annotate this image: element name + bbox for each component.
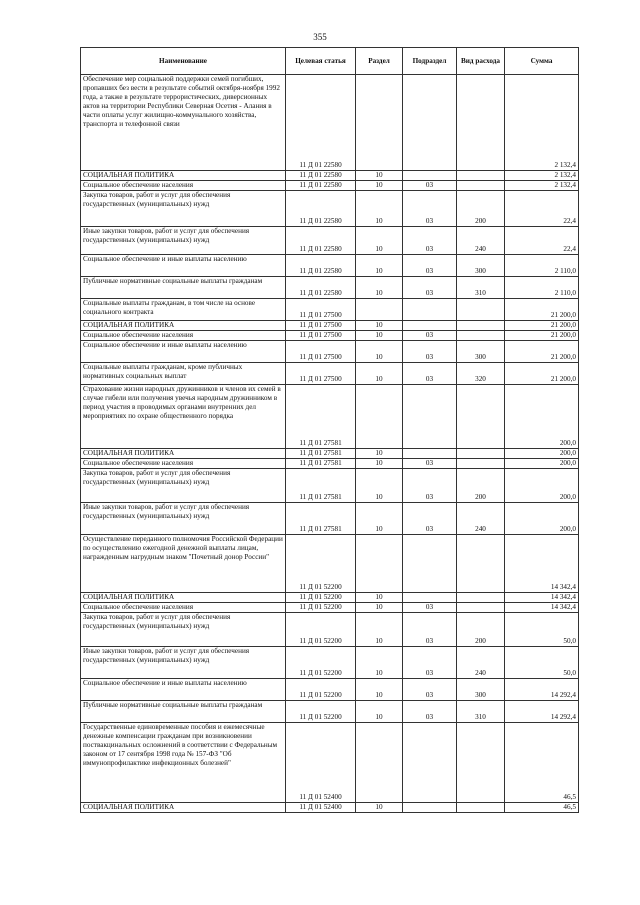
row-subsection-cell: 03: [403, 701, 457, 723]
row-kind-cell: [457, 75, 505, 171]
row-sum-cell: 14 292,4: [505, 701, 579, 723]
header-name: Наименование: [81, 48, 286, 75]
row-code-cell: 11 Д 01 52200: [286, 593, 356, 603]
row-code-cell: 11 Д 01 52200: [286, 647, 356, 679]
row-section-cell: 10: [356, 593, 403, 603]
row-subsection-cell: [403, 449, 457, 459]
row-sum-cell: 14 342,4: [505, 593, 579, 603]
row-sum-cell: 50,0: [505, 647, 579, 679]
row-sum-cell: 22,4: [505, 227, 579, 255]
row-section-cell: 10: [356, 331, 403, 341]
table-row: [81, 647, 579, 679]
row-subsection-cell: 03: [403, 255, 457, 277]
row-name-cell: Обеспечение мер социальной поддержки семей погибших, пропавших без вести в результате событий октября-ноября 1992 года, а также в результате террористических, диверсионных актов на территории Республики Северная Осетия - Алания в части оплаты услуг жилищно-коммунального хозяйства, транспорта и телефонной связи: [81, 75, 286, 171]
row-name-cell: Иные закупки товаров, работ и услуг для обеспечения государственных (муниципальных) нужд: [81, 503, 286, 535]
row-kind-cell: 310: [457, 701, 505, 723]
row-name-cell: Социальное обеспечение и иные выплаты населению: [81, 341, 286, 363]
row-kind-cell: [457, 535, 505, 593]
row-section-cell: 10: [356, 277, 403, 299]
table-row: [81, 613, 579, 647]
row-code-cell: 11 Д 01 52400: [286, 803, 356, 813]
row-code-cell: 11 Д 01 22580: [286, 171, 356, 181]
table-row: [81, 723, 579, 803]
row-subsection-cell: [403, 723, 457, 803]
row-kind-cell: 200: [457, 191, 505, 227]
row-code-cell: 11 Д 01 27500: [286, 299, 356, 321]
row-section-cell: 10: [356, 255, 403, 277]
row-name-cell: СОЦИАЛЬНАЯ ПОЛИТИКА: [81, 321, 286, 331]
row-subsection-cell: 03: [403, 227, 457, 255]
row-name-cell: СОЦИАЛЬНАЯ ПОЛИТИКА: [81, 803, 286, 813]
row-sum-cell: 200,0: [505, 503, 579, 535]
row-code-cell: 11 Д 01 22580: [286, 191, 356, 227]
table-row: [81, 679, 579, 701]
row-sum-cell: 21 200,0: [505, 321, 579, 331]
row-kind-cell: [457, 593, 505, 603]
row-subsection-cell: 03: [403, 459, 457, 469]
row-kind-cell: 200: [457, 613, 505, 647]
row-code-cell: 11 Д 01 27581: [286, 449, 356, 459]
header-subsection: Подраздел: [403, 48, 457, 75]
row-subsection-cell: 03: [403, 679, 457, 701]
table-row: [81, 299, 579, 321]
row-subsection-cell: 03: [403, 181, 457, 191]
table-row: [81, 459, 579, 469]
table-row: [81, 363, 579, 385]
row-section-cell: 10: [356, 171, 403, 181]
row-subsection-cell: 03: [403, 647, 457, 679]
row-code-cell: 11 Д 01 52400: [286, 723, 356, 803]
row-name-cell: Социальные выплаты гражданам, кроме публичных нормативных социальных выплат: [81, 363, 286, 385]
table-row: [81, 181, 579, 191]
row-name-cell: Иные закупки товаров, работ и услуг для обеспечения государственных (муниципальных) нужд: [81, 647, 286, 679]
row-sum-cell: 2 132,4: [505, 181, 579, 191]
header-kind: Вид расхода: [457, 48, 505, 75]
row-sum-cell: 200,0: [505, 459, 579, 469]
row-section-cell: 10: [356, 449, 403, 459]
table-row: [81, 803, 579, 813]
table-row: [81, 75, 579, 171]
row-code-cell: 11 Д 01 27581: [286, 385, 356, 449]
row-sum-cell: 21 200,0: [505, 299, 579, 321]
row-sum-cell: 46,5: [505, 723, 579, 803]
row-subsection-cell: 03: [403, 503, 457, 535]
row-name-cell: Страхование жизни народных дружинников и членов их семей в случае гибели или получения увечья народным дружинником в период участия в проводимых органами внутренних дел мероприятиях по охране общественного порядка: [81, 385, 286, 449]
row-code-cell: 11 Д 01 27581: [286, 503, 356, 535]
row-code-cell: 11 Д 01 27500: [286, 321, 356, 331]
table-row: [81, 191, 579, 227]
row-name-cell: Осуществление переданного полномочия Российской Федерации по осуществлению ежегодной денежной выплаты лицам, награжденным нагрудным знаком "Почетный донор России": [81, 535, 286, 593]
row-section-cell: 10: [356, 701, 403, 723]
row-name-cell: СОЦИАЛЬНАЯ ПОЛИТИКА: [81, 593, 286, 603]
row-kind-cell: 320: [457, 363, 505, 385]
row-name-cell: Иные закупки товаров, работ и услуг для обеспечения государственных (муниципальных) нужд: [81, 227, 286, 255]
row-kind-cell: [457, 803, 505, 813]
row-code-cell: 11 Д 01 22580: [286, 227, 356, 255]
table-row: [81, 341, 579, 363]
row-kind-cell: 240: [457, 227, 505, 255]
row-section-cell: 10: [356, 803, 403, 813]
row-kind-cell: [457, 449, 505, 459]
row-section-cell: 10: [356, 603, 403, 613]
row-sum-cell: 2 110,0: [505, 277, 579, 299]
table-body: [81, 75, 579, 813]
header-sum: Сумма: [505, 48, 579, 75]
row-section-cell: [356, 75, 403, 171]
table-row: [81, 701, 579, 723]
row-name-cell: Социальное обеспечение и иные выплаты населению: [81, 255, 286, 277]
row-kind-cell: [457, 603, 505, 613]
row-kind-cell: 200: [457, 469, 505, 503]
row-subsection-cell: [403, 593, 457, 603]
row-sum-cell: 2 110,0: [505, 255, 579, 277]
row-code-cell: 11 Д 01 22580: [286, 277, 356, 299]
row-section-cell: 10: [356, 469, 403, 503]
row-sum-cell: 21 200,0: [505, 331, 579, 341]
row-sum-cell: 21 200,0: [505, 341, 579, 363]
page-number: 355: [313, 32, 327, 42]
row-code-cell: 11 Д 01 52200: [286, 679, 356, 701]
row-name-cell: Социальное обеспечение населения: [81, 331, 286, 341]
row-section-cell: [356, 723, 403, 803]
header-code: Целевая статья: [286, 48, 356, 75]
table-row: [81, 227, 579, 255]
row-name-cell: Публичные нормативные социальные выплаты гражданам: [81, 277, 286, 299]
row-subsection-cell: 03: [403, 191, 457, 227]
row-code-cell: 11 Д 01 27581: [286, 469, 356, 503]
row-code-cell: 11 Д 01 22580: [286, 255, 356, 277]
table-row: [81, 469, 579, 503]
table-row: [81, 535, 579, 593]
row-section-cell: 10: [356, 459, 403, 469]
row-name-cell: Социальные выплаты гражданам, в том числе на основе социального контракта: [81, 299, 286, 321]
row-section-cell: 10: [356, 679, 403, 701]
row-section-cell: 10: [356, 181, 403, 191]
row-subsection-cell: [403, 75, 457, 171]
row-kind-cell: 240: [457, 647, 505, 679]
row-name-cell: Публичные нормативные социальные выплаты гражданам: [81, 701, 286, 723]
table-row: [81, 255, 579, 277]
row-section-cell: 10: [356, 647, 403, 679]
table-row: [81, 503, 579, 535]
table-row: [81, 449, 579, 459]
row-name-cell: Закупка товаров, работ и услуг для обеспечения государственных (муниципальных) нужд: [81, 469, 286, 503]
row-section-cell: 10: [356, 363, 403, 385]
row-section-cell: [356, 535, 403, 593]
row-subsection-cell: 03: [403, 469, 457, 503]
row-subsection-cell: 03: [403, 363, 457, 385]
row-section-cell: 10: [356, 613, 403, 647]
row-subsection-cell: 03: [403, 331, 457, 341]
row-kind-cell: 310: [457, 277, 505, 299]
row-sum-cell: 21 200,0: [505, 363, 579, 385]
row-section-cell: 10: [356, 341, 403, 363]
row-subsection-cell: [403, 385, 457, 449]
row-subsection-cell: 03: [403, 341, 457, 363]
row-section-cell: 10: [356, 227, 403, 255]
row-code-cell: 11 Д 01 27500: [286, 331, 356, 341]
row-kind-cell: [457, 181, 505, 191]
table-row: [81, 385, 579, 449]
row-sum-cell: 14 292,4: [505, 679, 579, 701]
row-kind-cell: [457, 723, 505, 803]
row-subsection-cell: [403, 321, 457, 331]
row-kind-cell: 300: [457, 679, 505, 701]
row-subsection-cell: 03: [403, 277, 457, 299]
row-name-cell: Социальное обеспечение населения: [81, 181, 286, 191]
row-code-cell: 11 Д 01 52200: [286, 603, 356, 613]
row-sum-cell: 14 342,4: [505, 603, 579, 613]
row-code-cell: 11 Д 01 27500: [286, 363, 356, 385]
row-code-cell: 11 Д 01 52200: [286, 535, 356, 593]
row-code-cell: 11 Д 01 22580: [286, 75, 356, 171]
row-kind-cell: [457, 299, 505, 321]
row-name-cell: Государственные единовременные пособия и ежемесячные денежные компенсации гражданам при возникновении поствакцинальных осложнений в соответствии с Федеральным законом от 17 сентября 1998 года № 157-ФЗ "Об иммунопрофилактике инфекционных болезней": [81, 723, 286, 803]
row-subsection-cell: [403, 803, 457, 813]
row-code-cell: 11 Д 01 52200: [286, 701, 356, 723]
row-subsection-cell: 03: [403, 603, 457, 613]
row-kind-cell: [457, 459, 505, 469]
table-header: [81, 48, 579, 75]
row-code-cell: 11 Д 01 52200: [286, 613, 356, 647]
row-name-cell: Закупка товаров, работ и услуг для обеспечения государственных (муниципальных) нужд: [81, 613, 286, 647]
row-section-cell: 10: [356, 503, 403, 535]
row-sum-cell: 14 342,4: [505, 535, 579, 593]
row-section-cell: [356, 385, 403, 449]
row-sum-cell: 2 132,4: [505, 75, 579, 171]
row-subsection-cell: 03: [403, 613, 457, 647]
row-subsection-cell: [403, 171, 457, 181]
table-row: [81, 277, 579, 299]
table-row: [81, 321, 579, 331]
row-kind-cell: 300: [457, 255, 505, 277]
row-subsection-cell: [403, 299, 457, 321]
table-row: [81, 603, 579, 613]
row-kind-cell: [457, 321, 505, 331]
header-section: Раздел: [356, 48, 403, 75]
row-name-cell: Закупка товаров, работ и услуг для обеспечения государственных (муниципальных) нужд: [81, 191, 286, 227]
row-name-cell: Социальное обеспечение населения: [81, 603, 286, 613]
row-name-cell: Социальное обеспечение населения: [81, 459, 286, 469]
row-sum-cell: 2 132,4: [505, 171, 579, 181]
row-sum-cell: 22,4: [505, 191, 579, 227]
table-row: [81, 171, 579, 181]
budget-table: [80, 47, 579, 813]
row-kind-cell: 300: [457, 341, 505, 363]
row-sum-cell: 50,0: [505, 613, 579, 647]
row-sum-cell: 46,5: [505, 803, 579, 813]
row-name-cell: Социальное обеспечение и иные выплаты населению: [81, 679, 286, 701]
row-code-cell: 11 Д 01 27581: [286, 459, 356, 469]
row-name-cell: СОЦИАЛЬНАЯ ПОЛИТИКА: [81, 449, 286, 459]
row-code-cell: 11 Д 01 27500: [286, 341, 356, 363]
row-subsection-cell: [403, 535, 457, 593]
row-kind-cell: [457, 385, 505, 449]
table-row: [81, 593, 579, 603]
row-section-cell: 10: [356, 191, 403, 227]
row-sum-cell: 200,0: [505, 385, 579, 449]
row-kind-cell: [457, 331, 505, 341]
row-section-cell: [356, 299, 403, 321]
row-section-cell: 10: [356, 321, 403, 331]
row-sum-cell: 200,0: [505, 469, 579, 503]
row-name-cell: СОЦИАЛЬНАЯ ПОЛИТИКА: [81, 171, 286, 181]
row-kind-cell: [457, 171, 505, 181]
row-sum-cell: 200,0: [505, 449, 579, 459]
row-code-cell: 11 Д 01 22580: [286, 181, 356, 191]
table-row: [81, 331, 579, 341]
row-kind-cell: 240: [457, 503, 505, 535]
